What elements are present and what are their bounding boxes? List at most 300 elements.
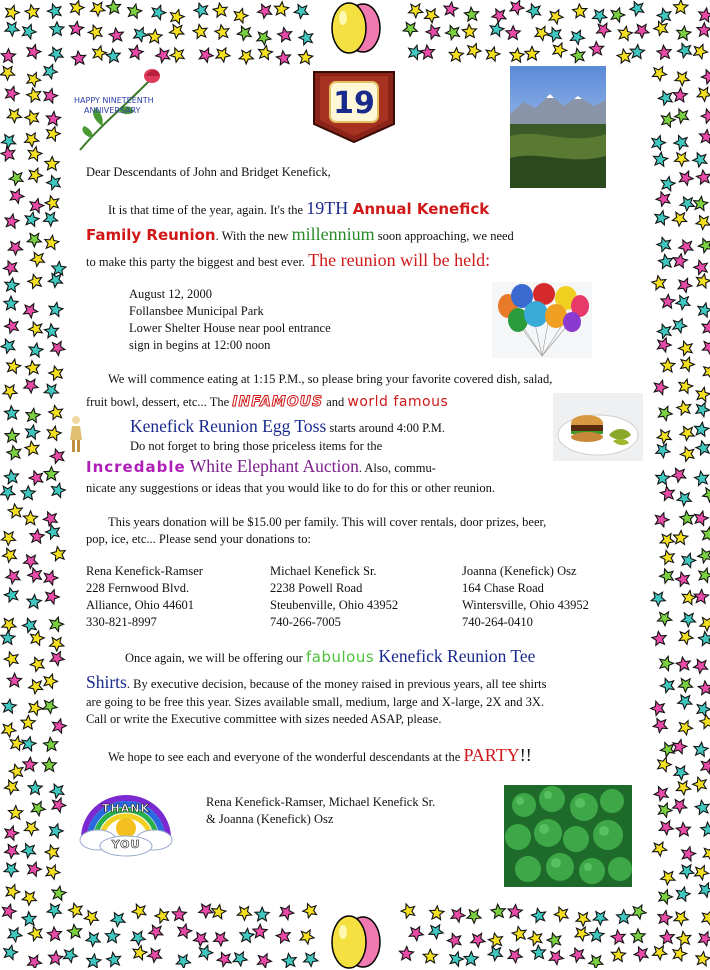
border-star-icon [7,673,21,687]
border-star-icon [134,28,148,42]
border-star-icon [573,4,587,18]
border-star-icon [172,907,186,921]
border-star-icon [106,0,120,14]
border-star-icon [525,46,539,60]
border-star-icon [399,946,413,960]
egg-toss-figure-icon [66,414,86,454]
border-star-icon [1,532,15,546]
border-star-icon [611,8,625,22]
border-star-icon [4,296,18,310]
border-star-icon [6,885,20,899]
border-star-icon [654,21,668,35]
balloons-top-icon [325,0,385,62]
border-star-icon [675,109,689,123]
border-star-icon [47,176,61,190]
border-star-icon [148,948,162,962]
border-star-icon [697,702,710,716]
border-star-icon [703,847,710,861]
border-star-icon [660,486,674,500]
border-star-icon [527,4,541,18]
burger-plate-image [553,393,643,461]
border-star-icon [6,570,20,584]
border-star-icon [571,48,585,62]
border-star-icon [696,403,710,417]
you-text: YOU [106,838,146,851]
paragraph-2-line-4: Do not forget to bring those priceless items for the [130,438,382,455]
border-star-icon [698,549,710,563]
border-star-icon [43,512,57,526]
border-star-icon [276,929,290,943]
border-star-icon [652,631,666,645]
signature-line-2: & Joanna (Kenefick) Osz [206,811,435,828]
border-star-icon [4,945,18,959]
contact-city: Wintersville, Ohio 43952 [462,597,589,614]
border-star-icon [7,446,21,460]
white-elephant-auction-text: White Elephant Auction [186,456,359,476]
border-star-icon [549,951,563,965]
border-star-icon [5,826,19,840]
border-star-icon [462,24,476,38]
border-star-icon [5,429,19,443]
border-star-icon [48,274,62,288]
border-star-icon [678,44,692,58]
border-star-icon [47,927,61,941]
border-star-icon [30,199,44,213]
border-star-icon [47,904,61,918]
border-star-icon [25,5,39,19]
border-star-icon [258,4,272,18]
border-star-icon [111,913,125,927]
border-star-icon [695,471,709,485]
border-star-icon [47,127,61,141]
border-star-icon [682,553,696,567]
border-star-icon [2,699,16,713]
border-star-icon [654,152,668,166]
border-star-icon [680,427,694,441]
border-star-icon [28,274,42,288]
border-star-icon [678,278,692,292]
border-star-icon [695,422,709,436]
border-star-icon [24,379,38,393]
paragraph-3-line-2: pop, ice, etc... Please send your donations to: [86,531,311,548]
border-star-icon [49,47,63,61]
border-star-icon [68,903,82,917]
border-star-icon [677,26,691,40]
paragraph-4-line-2: Shirts. By executive decision, because of the money raised in previous years, all tee shirts [86,674,547,693]
border-star-icon [30,529,44,543]
event-details [129,286,331,354]
border-star-icon [107,952,121,966]
border-star-icon [657,45,671,59]
border-star-icon [597,23,611,37]
border-star-icon [2,723,16,737]
border-star-icon [25,212,39,226]
border-star-icon [701,822,710,836]
border-star-icon [512,927,526,941]
green-clovers-image [504,785,632,887]
border-star-icon [51,547,65,561]
border-star-icon [51,342,65,356]
border-star-icon [26,408,40,422]
border-star-icon [593,912,607,926]
border-star-icon [447,933,461,947]
nineteenth-text: 19TH [306,198,353,218]
border-star-icon [489,933,503,947]
border-star-icon [43,700,57,714]
border-star-icon [52,261,66,275]
border-star-icon [91,2,105,16]
border-star-icon [50,824,64,838]
border-star-icon [29,471,43,485]
border-star-icon [700,618,710,632]
border-star-icon [0,67,14,81]
border-star-icon [696,387,710,401]
border-star-icon [105,929,119,943]
contact-street: 228 Fernwood Blvd. [86,580,203,597]
border-star-icon [675,153,689,167]
contact-phone: 740-266-7005 [270,614,398,631]
border-star-icon [698,239,710,253]
border-star-icon [678,695,692,709]
border-star-icon [617,910,631,924]
border-star-icon [27,233,41,247]
border-star-icon [278,28,292,42]
border-star-icon [5,319,19,333]
border-star-icon [589,42,603,56]
border-star-icon [233,952,247,966]
border-star-icon [535,26,549,40]
border-star-icon [451,908,465,922]
event-signin: sign in begins at 12:00 noon [129,337,331,354]
border-star-icon [3,385,17,399]
paragraph-2-line-6: nicate any suggestions or ideas that you would like to do for this or other reunion. [86,480,495,497]
border-star-icon [1,631,15,645]
border-star-icon [699,568,710,582]
paragraph-1-line-2: Family Reunion. With the new millennium soon approaching, we need [86,226,514,245]
border-star-icon [31,631,45,645]
border-star-icon [676,781,690,795]
border-star-icon [508,949,522,963]
border-star-icon [1,339,15,353]
border-star-icon [5,22,19,36]
border-star-icon [67,924,81,938]
border-star-icon [194,932,208,946]
millennium-text: millennium [292,224,375,244]
border-star-icon [259,46,273,60]
border-star-icon [234,9,248,23]
border-star-icon [426,25,440,39]
border-star-icon [1,147,15,161]
border-star-icon [618,26,632,40]
incredable-text: Incredable [86,458,186,476]
border-star-icon [676,657,690,671]
border-star-icon [1,135,15,149]
border-star-icon [661,358,675,372]
border-star-icon [703,365,710,379]
signature [206,794,435,828]
border-star-icon [5,278,19,292]
border-star-icon [26,361,40,375]
border-star-icon [657,8,671,22]
contact-city: Steubenville, Ohio 43952 [270,597,398,614]
border-star-icon [23,618,37,632]
border-star-icon [651,701,665,715]
border-star-icon [429,925,443,939]
border-star-icon [409,927,423,941]
border-star-icon [28,568,42,582]
border-star-icon [29,701,43,715]
border-star-icon [486,47,500,61]
border-star-icon [409,45,423,59]
fabulous-text: fabulous [306,648,374,666]
border-star-icon [10,189,24,203]
egg-toss-text: Kenefick Reunion Egg Toss [130,416,326,436]
border-star-icon [27,88,41,102]
border-star-icon [464,7,478,21]
border-star-icon [576,913,590,927]
border-star-icon [28,955,42,968]
border-star-icon [193,24,207,38]
paragraph-4-line-3: are going to be free this year. Sizes available small, medium, large and X-large, 2X and 3X. [86,694,544,711]
border-star-icon [52,798,66,812]
paragraph-5: We hope to see each and everyone of the wonderful descendants at the PARTY!! [108,747,532,766]
border-star-icon [87,954,101,968]
border-star-icon [275,2,289,16]
border-star-icon [549,10,563,24]
infamous-text: INFAMOUS [232,394,323,410]
border-star-icon [674,912,688,926]
border-star-icon [696,216,710,230]
border-star-icon [676,887,690,901]
nineteen-badge: 19 [310,68,398,144]
paragraph-4-line-1: Once again, we will be offering our fabulous Kenefick Reunion Tee [125,648,535,667]
border-star-icon [49,951,63,965]
paragraph-3-line-1: This years donation will be $15.00 per family. This will cover rentals, door prizes, beer, [108,514,546,531]
border-star-icon [630,2,644,16]
border-star-icon [702,320,710,334]
border-star-icon [467,910,481,924]
border-star-icon [657,237,671,251]
border-star-icon [52,886,66,900]
border-star-icon [44,324,58,338]
border-star-icon [2,904,16,918]
contact-phone: 330-821-8997 [86,614,203,631]
border-star-icon [660,656,674,670]
border-star-icon [680,197,694,211]
border-star-icon [467,44,481,58]
border-star-icon [25,110,39,124]
border-star-icon [27,45,41,59]
border-star-icon [5,406,19,420]
border-star-icon [570,948,584,962]
border-star-icon [49,366,63,380]
border-star-icon [4,652,18,666]
border-star-icon [23,757,37,771]
border-star-icon [9,764,23,778]
paragraph-2-line-2: fruit bowl, dessert, etc... The INFAMOUS and world famous [86,394,448,411]
border-star-icon [681,357,695,371]
border-star-icon [698,303,710,317]
border-star-icon [21,486,35,500]
border-star-icon [673,740,687,754]
border-star-icon [294,5,308,19]
border-star-icon [5,844,19,858]
border-star-icon [697,274,710,288]
border-star-icon [617,49,631,63]
border-star-icon [658,406,672,420]
border-star-icon [216,48,230,62]
border-star-icon [403,23,417,37]
border-star-icon [673,799,687,813]
border-star-icon [8,241,22,255]
border-star-icon [4,588,18,602]
border-star-icon [282,954,296,968]
border-star-icon [661,294,675,308]
border-star-icon [409,4,423,18]
border-star-icon [29,343,43,357]
border-star-icon [70,1,84,15]
border-star-icon [8,928,22,942]
border-star-icon [679,721,693,735]
border-star-icon [700,130,710,144]
border-star-icon [653,946,667,960]
border-star-icon [657,338,671,352]
balloons-image [492,282,592,358]
border-star-icon [299,31,313,45]
border-star-icon [695,800,709,814]
border-star-icon [148,29,162,43]
border-star-icon [176,955,190,968]
tee-shirt-text: Kenefick Reunion Tee [374,646,535,666]
border-star-icon [661,871,675,885]
border-star-icon [170,25,184,39]
anniversary-logo [72,64,168,156]
border-star-icon [673,254,687,268]
border-star-icon [2,618,16,632]
border-star-icon [276,51,290,65]
border-star-icon [239,50,253,64]
thank-you-rainbow [76,788,176,858]
border-star-icon [677,492,691,506]
border-star-icon [45,845,59,859]
border-star-icon [634,947,648,961]
border-star-icon [84,911,98,925]
border-star-icon [42,758,56,772]
border-star-icon [700,715,710,729]
border-star-icon [659,890,673,904]
border-star-icon [27,595,41,609]
border-star-icon [255,907,269,921]
border-star-icon [9,806,23,820]
border-star-icon [5,214,19,228]
border-star-icon [237,907,251,921]
border-star-icon [280,906,294,920]
border-star-icon [547,933,561,947]
border-star-icon [22,912,36,926]
border-star-icon [156,48,170,62]
border-star-icon [430,906,444,920]
border-star-icon [28,926,42,940]
border-star-icon [570,30,584,44]
border-star-icon [5,780,19,794]
border-star-icon [694,742,708,756]
contact-michael [270,563,398,631]
border-star-icon [672,212,686,226]
contact-city: Alliance, Ohio 44601 [86,597,203,614]
border-star-icon [21,844,35,858]
border-star-icon [44,89,58,103]
border-star-icon [24,555,38,569]
border-star-icon [652,67,666,81]
border-star-icon [554,907,568,921]
border-star-icon [672,468,686,482]
border-star-icon [488,947,502,961]
border-star-icon [490,22,504,36]
border-star-icon [673,319,687,333]
border-star-icon [492,9,506,23]
border-star-icon [674,0,688,14]
border-star-icon [654,380,668,394]
border-star-icon [46,525,60,539]
border-star-icon [590,928,604,942]
border-star-icon [8,504,22,518]
border-star-icon [1,49,15,63]
border-star-icon [128,4,142,18]
border-star-icon [660,534,674,548]
border-star-icon [47,4,61,18]
border-star-icon [491,904,505,918]
border-star-icon [50,449,64,463]
border-star-icon [7,359,21,373]
border-star-icon [53,719,67,733]
border-star-icon [693,153,707,167]
border-star-icon [657,430,671,444]
border-star-icon [660,743,674,757]
border-star-icon [653,842,667,856]
border-star-icon [510,48,524,62]
border-star-icon [253,924,267,938]
border-star-icon [420,45,434,59]
border-star-icon [30,252,44,266]
border-star-icon [695,511,709,525]
border-star-icon [49,302,63,316]
border-star-icon [199,904,213,918]
contact-street: 164 Chase Road [462,580,589,597]
border-star-icon [677,931,691,945]
border-star-icon [680,511,694,525]
border-star-icon [660,550,674,564]
border-star-icon [9,171,23,185]
border-star-icon [45,196,59,210]
border-star-icon [44,384,58,398]
border-star-icon [657,324,671,338]
border-star-icon [697,23,710,37]
border-star-icon [658,91,672,105]
border-star-icon [632,905,646,919]
border-star-icon [658,803,672,817]
party-text: PARTY [463,745,519,765]
contact-street: 2238 Powell Road [270,580,398,597]
contact-phone: 740-264-0410 [462,614,589,631]
contact-rena [86,563,203,631]
egg-toss-line: Kenefick Reunion Egg Toss starts around 4:00 P.M. [130,418,445,437]
border-star-icon [508,905,522,919]
border-star-icon [29,680,43,694]
border-star-icon [510,0,524,14]
border-star-icon [661,177,675,191]
border-star-icon [506,26,520,40]
border-star-icon [651,592,665,606]
